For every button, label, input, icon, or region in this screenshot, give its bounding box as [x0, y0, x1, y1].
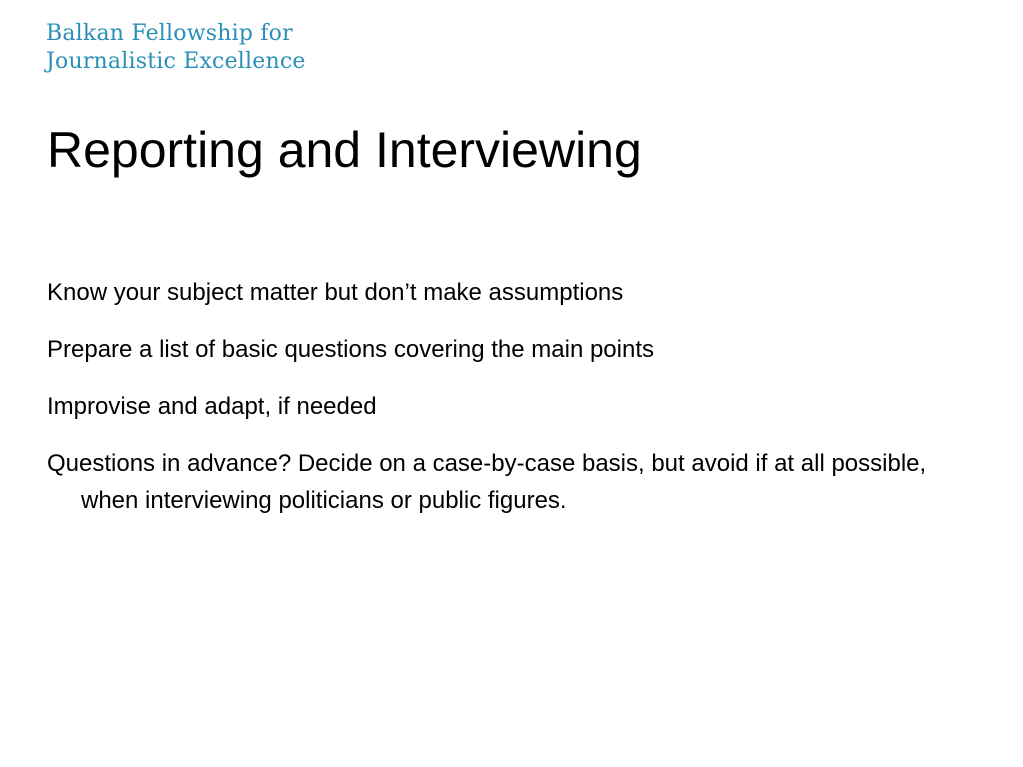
organization-logo	[46, 20, 306, 76]
bullet-item: Questions in advance? Decide on a case-by-case basis, but avoid if at all possible, when interviewing politicians or public figures.	[47, 450, 927, 514]
bullet-item: Improvise and adapt, if needed	[47, 393, 377, 420]
bullet-list	[47, 274, 977, 539]
logo-line-2: Journalistic Excellence	[46, 49, 306, 74]
logo-line-1: Balkan Fellowship for	[46, 21, 293, 46]
slide-title: Reporting and Interviewing	[47, 122, 642, 178]
bullet-item: Prepare a list of basic questions covering the main points	[47, 336, 654, 363]
bullet-item: Know your subject matter but don’t make assumptions	[47, 279, 624, 306]
